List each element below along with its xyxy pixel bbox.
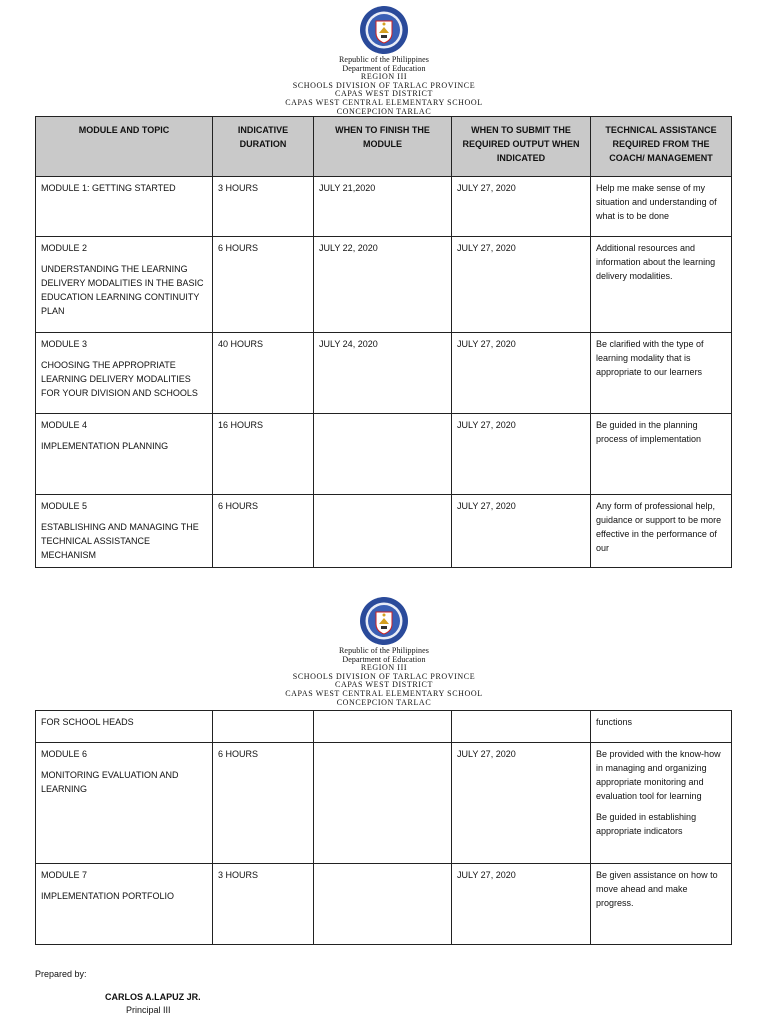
module-cell <box>36 743 213 864</box>
column-header: TECHNICAL ASSISTANCE REQUIRED FROM THE COACH/ MANAGEMENT <box>591 117 732 177</box>
table-row <box>36 333 732 414</box>
header-line: SCHOOLS DIVISION OF TARLAC PROVINCE <box>292 671 476 681</box>
module-cell <box>36 414 213 495</box>
header-line: CONCEPCION TARLAC <box>336 697 432 707</box>
submit-cell: JULY 27, 2020 <box>452 864 591 945</box>
duration-cell: 40 HOURS <box>213 333 314 414</box>
page2-letterhead <box>0 596 768 707</box>
duration-cell: 16 HOURS <box>213 414 314 495</box>
assistance-cell <box>591 743 732 864</box>
module-label: MODULE 5 <box>41 501 88 511</box>
assistance-cell: Any form of professional help, guidance or support to be more effective in the performance of our <box>591 495 732 568</box>
submit-cell: JULY 27, 2020 <box>452 743 591 864</box>
table-row <box>36 711 732 743</box>
signatory-title: Principal III <box>126 1005 171 1015</box>
module-topic: IMPLEMENTATION PLANNING <box>41 441 169 451</box>
finish-cell <box>314 414 452 495</box>
duration-cell: 6 HOURS <box>213 495 314 568</box>
finish-cell <box>314 864 452 945</box>
module-label: MODULE 2 <box>41 243 88 253</box>
header-line: Department of Education <box>342 63 426 73</box>
assistance-cell: functions <box>591 711 732 743</box>
module-cell <box>36 495 213 568</box>
module-topic: MONITORING EVALUATION AND LEARNING <box>41 770 179 794</box>
module-cell <box>36 237 213 333</box>
assistance-cell: Additional resources and information about the learning delivery modalities. <box>591 237 732 333</box>
finish-cell <box>314 495 452 568</box>
assistance-cell: Be guided in the planning process of implementation <box>591 414 732 495</box>
module-topic: UNDERSTANDING THE LEARNING DELIVERY MODALITIES IN THE BASIC EDUCATION LEARNING CONTINUITY PLAN <box>41 264 204 316</box>
deped-seal-icon <box>359 596 409 646</box>
module-label: MODULE 7 <box>41 870 88 880</box>
submit-cell: JULY 27, 2020 <box>452 333 591 414</box>
header-line: CAPAS WEST CENTRAL ELEMENTARY SCHOOL <box>285 97 483 107</box>
prepared-by-label: Prepared by: <box>35 969 87 979</box>
duration-cell: 6 HOURS <box>213 743 314 864</box>
table-row <box>36 177 732 237</box>
header-line: CAPAS WEST CENTRAL ELEMENTARY SCHOOL <box>285 688 483 698</box>
table-row <box>36 864 732 945</box>
header-line: CAPAS WEST DISTRICT <box>335 680 433 690</box>
assistance-text: Be guided in establishing appropriate indicators <box>596 812 697 836</box>
header-line: Republic of the Philippines <box>338 55 430 64</box>
module-label: MODULE 3 <box>41 339 88 349</box>
finish-cell <box>314 711 452 743</box>
submit-cell <box>452 711 591 743</box>
duration-cell: 3 HOURS <box>213 177 314 237</box>
module-topic: CHOOSING THE APPROPRIATE LEARNING DELIVERY MODALITIES FOR YOUR DIVISION AND SCHOOLS <box>41 360 198 398</box>
finish-cell: JULY 21,2020 <box>314 177 452 237</box>
header-line: REGION III <box>360 72 408 82</box>
module-cell <box>36 864 213 945</box>
table-row <box>36 414 732 495</box>
module-cell <box>36 333 213 414</box>
assistance-text: Be provided with the know-how in managing and organizing appropriate monitoring and evaluation tool for learning <box>596 749 721 801</box>
signatory-name: CARLOS A.LAPUZ JR. <box>105 992 201 1002</box>
table-row <box>36 495 732 568</box>
duration-cell <box>213 711 314 743</box>
submit-cell: JULY 27, 2020 <box>452 177 591 237</box>
assistance-cell: Be clarified with the type of learning modality that is appropriate to our learners <box>591 333 732 414</box>
header-line: Department of Education <box>342 654 426 664</box>
module-cell: FOR SCHOOL HEADS <box>36 711 213 743</box>
submit-cell: JULY 27, 2020 <box>452 495 591 568</box>
plan-table-page2 <box>35 710 732 945</box>
module-topic: IMPLEMENTATION PORTFOLIO <box>41 891 175 901</box>
duration-cell: 6 HOURS <box>213 237 314 333</box>
module-topic: ESTABLISHING AND MANAGING THE TECHNICAL ASSISTANCE MECHANISM <box>41 522 199 560</box>
finish-cell <box>314 743 452 864</box>
submit-cell: JULY 27, 2020 <box>452 414 591 495</box>
header-line: Republic of the Philippines <box>338 646 430 655</box>
module-label: MODULE 1: GETTING STARTED <box>41 183 176 193</box>
column-header: WHEN TO SUBMIT THE REQUIRED OUTPUT WHEN INDICATED <box>452 117 591 177</box>
table-header-row <box>36 117 732 177</box>
assistance-cell: Help me make sense of my situation and understanding of what is to be done <box>591 177 732 237</box>
header-line: SCHOOLS DIVISION OF TARLAC PROVINCE <box>292 80 476 90</box>
finish-cell: JULY 22, 2020 <box>314 237 452 333</box>
column-header: WHEN TO FINISH THE MODULE <box>314 117 452 177</box>
header-line: CONCEPCION TARLAC <box>336 106 432 116</box>
column-header: MODULE AND TOPIC <box>36 117 213 177</box>
assistance-cell: Be given assistance on how to move ahead and make progress. <box>591 864 732 945</box>
deped-seal-icon <box>359 5 409 55</box>
page1-letterhead <box>0 5 768 116</box>
header-line: CAPAS WEST DISTRICT <box>335 89 433 99</box>
module-label: MODULE 6 <box>41 749 88 759</box>
module-cell <box>36 177 213 237</box>
submit-cell: JULY 27, 2020 <box>452 237 591 333</box>
plan-table-page1 <box>35 116 732 568</box>
header-line: REGION III <box>360 663 408 673</box>
duration-cell: 3 HOURS <box>213 864 314 945</box>
finish-cell: JULY 24, 2020 <box>314 333 452 414</box>
module-label: MODULE 4 <box>41 420 88 430</box>
table-row <box>36 743 732 864</box>
column-header: INDICATIVE DURATION <box>213 117 314 177</box>
table-row <box>36 237 732 333</box>
